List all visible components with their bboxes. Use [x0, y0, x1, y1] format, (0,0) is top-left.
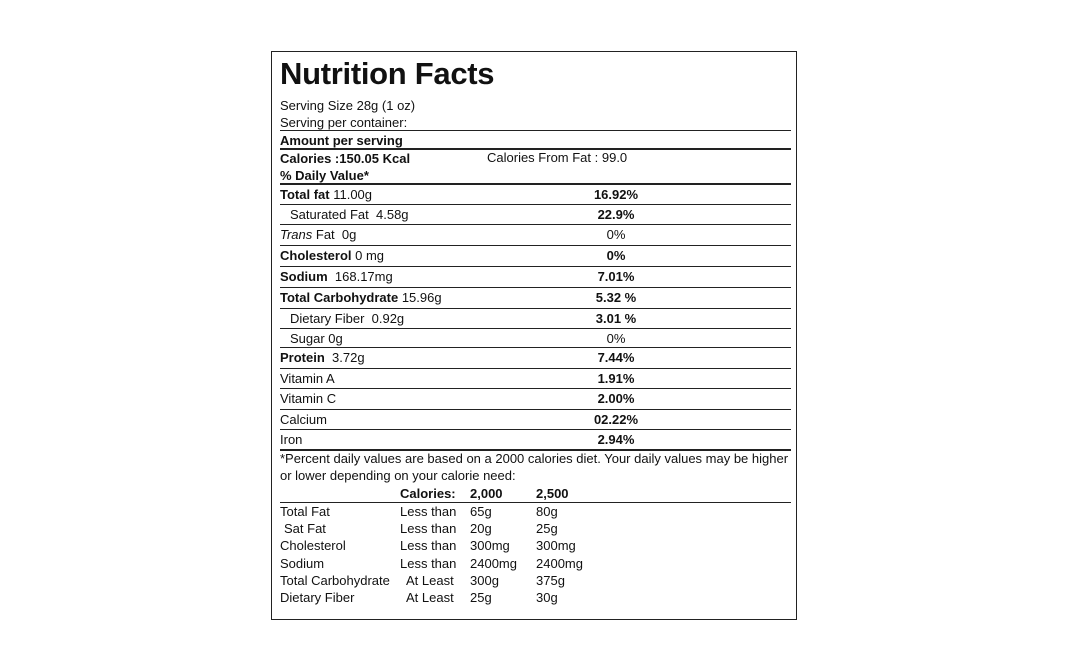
reference-cell: At Least [406, 572, 454, 588]
nutrient-amount: Vitamin C [280, 391, 337, 406]
nutrient-daily-value: 0% [606, 248, 626, 263]
nutrition-facts-label [271, 51, 797, 620]
nutrient-daily-value: 02.22% [593, 412, 639, 427]
nutrient-amount: Iron [280, 432, 303, 447]
reference-row [280, 573, 600, 590]
nutrient-daily-value: 0% [606, 227, 626, 242]
divider [280, 502, 791, 503]
nutrient-amount: Vitamin A [280, 371, 335, 386]
calories-from-fat: Calories From Fat : 99.0 [487, 150, 628, 165]
nutrient-row [280, 329, 791, 349]
reference-row [280, 504, 600, 521]
nutrient-daily-value: 5.32 % [595, 290, 637, 305]
reference-header-cell: Calories: [400, 486, 456, 501]
nutrient-amount: Calcium [280, 412, 327, 427]
nutrient-name: Protein [280, 350, 325, 365]
daily-value-header: % Daily Value* [280, 168, 369, 183]
nutrient-name-italic: Trans [280, 227, 313, 242]
nutrient-amount: Dietary Fiber 0.92g [290, 311, 405, 326]
nutrient-row [280, 267, 791, 287]
divider [280, 130, 791, 131]
nutrient-label [280, 248, 384, 263]
nutrient-row [280, 430, 791, 450]
nutrient-amount: 0 mg [351, 248, 385, 263]
nutrient-daily-value: 2.94% [597, 432, 635, 447]
nutrient-amount: Fat 0g [312, 227, 357, 242]
nutrient-amount: 168.17mg [327, 269, 393, 284]
nutrient-label [280, 350, 365, 365]
nutrient-amount: Saturated Fat 4.58g [290, 207, 409, 222]
reference-row [280, 538, 600, 555]
nutrient-row [280, 246, 791, 266]
nutrient-label [280, 432, 302, 447]
nutrient-daily-value: 7.44% [597, 350, 635, 365]
reference-row [280, 556, 600, 573]
reference-cell: At Least [406, 590, 454, 605]
reference-cell: Less than [400, 555, 457, 571]
nutrient-row [280, 369, 791, 389]
nutrient-label [280, 290, 442, 305]
nutrient-row [280, 410, 791, 430]
reference-cell: 25g [470, 590, 492, 605]
nutrient-label [280, 187, 372, 202]
nutrient-amount: 3.72g [324, 350, 365, 365]
reference-cell: 375g [536, 572, 565, 588]
nutrient-name: Cholesterol [280, 248, 352, 263]
nutrient-row [280, 309, 791, 329]
reference-cell: Cholesterol [280, 538, 346, 554]
reference-header-cell: 2,000 [470, 486, 503, 501]
nutrient-label [280, 412, 327, 427]
nutrient-amount: 11.00g [329, 187, 373, 202]
nutrient-daily-value: 3.01 % [595, 311, 637, 326]
nutrient-name: Total Carbohydrate [280, 290, 399, 305]
reference-cell: 300mg [470, 538, 510, 554]
footnote: *Percent daily values are based on a 2000 calories diet. Your daily values may be higher or lower depending on your calorie need: [280, 451, 789, 483]
amount-per-serving: Amount per serving [280, 133, 403, 148]
nutrient-amount: 15.96g [398, 290, 442, 305]
nutrient-amount: Sugar 0g [290, 331, 343, 346]
nutrient-label [290, 311, 404, 326]
nutrient-name: Sodium [280, 269, 328, 284]
nutrient-row [280, 389, 791, 409]
nutrient-label [280, 391, 336, 406]
reference-cell: Sodium [280, 555, 325, 571]
reference-cell: 300mg [536, 538, 576, 554]
serving-size: Serving Size 28g (1 oz) [280, 98, 416, 113]
reference-cell: 2400mg [536, 555, 583, 571]
reference-header [280, 486, 600, 503]
nutrient-daily-value: 1.91% [597, 371, 635, 386]
nutrient-label [280, 269, 393, 284]
reference-cell: Dietary Fiber [280, 590, 355, 605]
servings-per-container: Serving per container: [280, 115, 408, 130]
reference-cell: 80g [536, 504, 558, 519]
reference-row [280, 590, 600, 607]
reference-row [280, 521, 600, 538]
reference-cell: Sat Fat [284, 521, 326, 537]
nutrient-name: Total fat [280, 187, 330, 202]
reference-cell: 65g [470, 504, 492, 519]
reference-cell: Less than [400, 504, 457, 519]
nutrient-daily-value: 7.01% [597, 269, 635, 284]
nutrient-row [280, 288, 791, 308]
nutrient-label [290, 207, 409, 222]
nutrient-label [280, 371, 335, 386]
calories: Calories :150.05 Kcal [280, 151, 411, 166]
nutrient-daily-value: 0% [606, 331, 626, 346]
reference-cell: 30g [536, 590, 558, 605]
nutrient-label [290, 331, 343, 346]
reference-cell: 2400mg [470, 555, 517, 571]
nutrient-row [280, 205, 791, 225]
nutrient-row [280, 348, 791, 368]
reference-cell: 300g [470, 572, 499, 588]
reference-cell: 25g [536, 521, 558, 537]
nutrient-daily-value: 2.00% [597, 391, 635, 406]
nutrient-label [280, 227, 356, 242]
reference-cell: Total Fat [280, 504, 330, 519]
reference-header-cell: 2,500 [536, 486, 569, 501]
nutrient-daily-value: 16.92% [593, 187, 639, 202]
reference-cell: Total Carbohydrate [280, 572, 390, 588]
reference-cell: Less than [400, 521, 457, 537]
reference-cell: Less than [400, 538, 457, 554]
reference-cell: 20g [470, 521, 492, 537]
nutrient-row [280, 225, 791, 245]
label-title: Nutrition Facts [280, 56, 495, 91]
nutrient-daily-value: 22.9% [597, 207, 635, 222]
nutrient-row [280, 185, 791, 205]
